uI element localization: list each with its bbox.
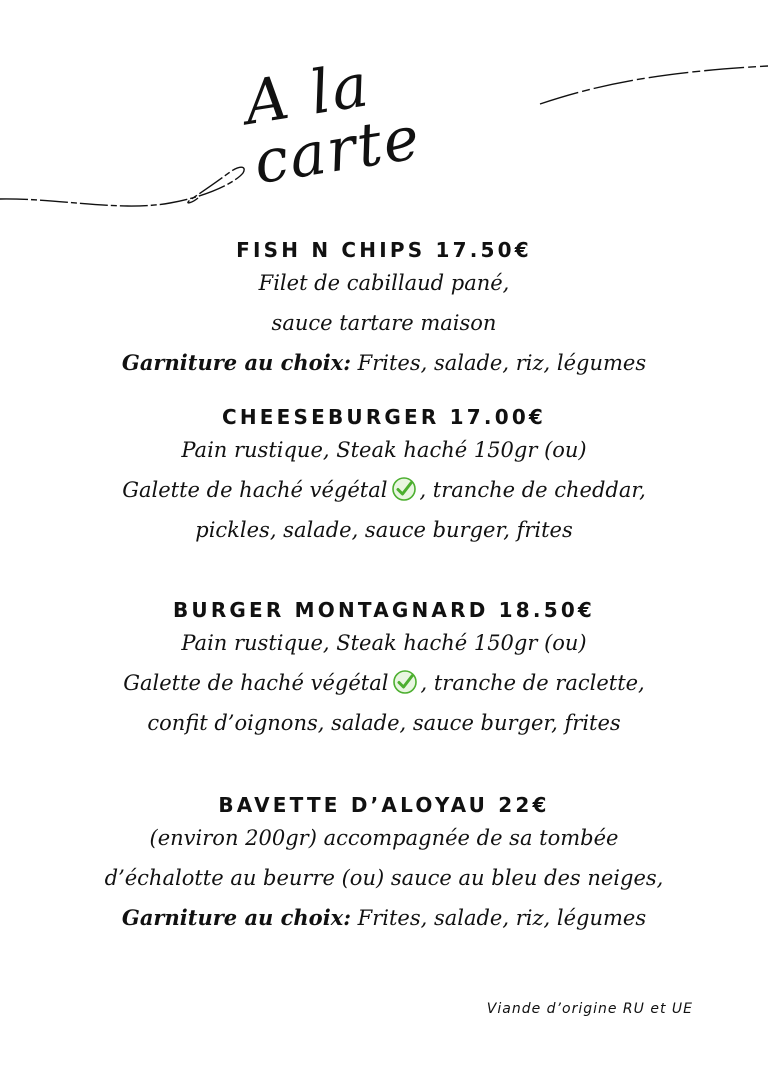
description-text: , tranche de raclette, [420,671,645,695]
item-description-line: Pain rustique, Steak haché 150gr (ou) [181,438,587,462]
description-text: Galette de haché végétal [123,671,389,695]
garnish-options: Frites, salade, riz, légumes [350,906,647,930]
menu-item-cheeseburger [0,404,768,550]
item-description-line [0,663,768,703]
garnish-label: Garniture au choix: [121,350,351,375]
menu-item-bavette-daloyau [0,792,768,938]
item-description-line: d’échalotte au beurre (ou) sauce au bleu des neiges, [104,866,664,890]
meat-origin-footnote: Viande d’origine RU et UE [486,1001,693,1017]
green-check-icon [391,475,417,501]
item-heading: CHEESEBURGER 17.00€ [221,405,547,429]
menu-item-fish-n-chips [0,237,768,383]
item-description-line: Filet de cabillaud pané, [258,271,510,295]
item-heading: BAVETTE D’ALOYAU 22€ [218,793,550,817]
item-heading: FISH N CHIPS 17.50€ [236,238,532,262]
item-description-line: (environ 200gr) accompagnée de sa tombée [149,826,619,850]
item-description-line [0,470,768,510]
garnish-options: Frites, salade, riz, légumes [350,351,647,375]
item-description-line: Pain rustique, Steak haché 150gr (ou) [181,631,587,655]
item-garnish-line [0,343,768,383]
page-title: A la carte [239,50,426,199]
green-check-icon [392,668,418,694]
item-heading: BURGER MONTAGNARD 18.50€ [172,598,596,622]
item-description-line: confit d’oignons, salade, sauce burger, frites [147,711,621,735]
item-description-line: pickles, salade, sauce burger, frites [195,518,573,542]
description-text: Galette de haché végétal [122,478,388,502]
description-text: , tranche de cheddar, [419,478,646,502]
menu-item-burger-montagnard [0,597,768,743]
item-description-line: sauce tartare maison [271,311,497,335]
garnish-label: Garniture au choix: [121,905,351,930]
item-garnish-line [0,898,768,938]
